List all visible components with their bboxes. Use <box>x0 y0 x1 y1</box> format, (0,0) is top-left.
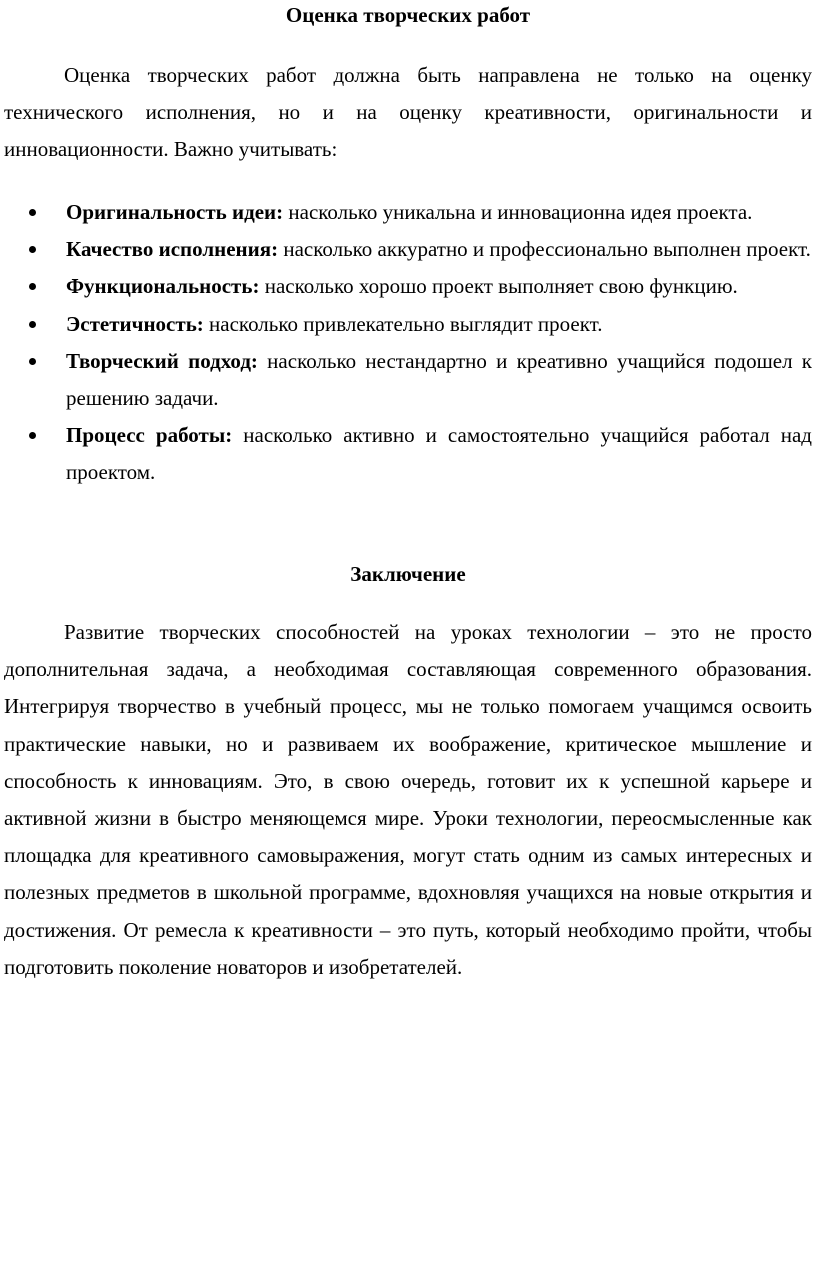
conclusion-paragraph: Развитие творческих способностей на уроках технологии – это не просто дополнительная задача, а необходимая составляющая современного образования. Интегрируя творчество в учебный процесс, мы не только помогаем учащимся освоить практические навыки, но и развиваем их воображение, критическое мышление и способность к инновациям. Это, в свою очередь, готовит их к успешной карьере и активной жизни в быстро меняющемся мире. Уроки технологии, переосмысленные как площадка для креативного самовыражения, могут стать одним из самых интересных и полезных предметов в школьной программе, вдохновляя учащихся на новые открытия и достижения. От ремесла к креативности – это путь, который необходимо пройти, чтобы подготовить поколение новаторов и изобретателей. <box>4 620 812 979</box>
bullet-icon <box>29 321 36 328</box>
criterion-text: насколько нестандартно и креативно учащийся подошел к решению задачи. <box>66 348 812 411</box>
criterion-text: насколько хорошо проект выполняет свою функцию. <box>259 274 738 299</box>
list-item <box>4 194 812 231</box>
criteria-list <box>4 194 812 492</box>
bullet-icon <box>29 283 36 290</box>
criterion-text: насколько аккуратно и профессионально выполнен проект. <box>278 237 811 262</box>
criterion-term: Творческий подход: <box>66 348 258 373</box>
list-item <box>4 231 812 268</box>
section-title-conclusion: Заключение <box>350 562 466 586</box>
bullet-icon <box>29 358 36 365</box>
bullet-icon <box>29 246 36 253</box>
criterion-text: насколько привлекательно выглядит проект. <box>203 311 603 336</box>
page-title: Оценка творческих работ <box>285 3 531 27</box>
list-item <box>4 417 812 491</box>
list-item <box>4 268 812 305</box>
criterion-term: Качество исполнения: <box>66 237 279 262</box>
bullet-icon <box>29 209 36 216</box>
criterion-term: Процесс работы: <box>66 423 233 448</box>
criterion-term: Оригинальность идеи: <box>66 200 284 224</box>
list-item <box>4 306 812 343</box>
intro-paragraph: Оценка творческих работ должна быть направлена не только на оценку технического исполнения, но и на оценку креативности, оригинальности и инновационности. Важно учитывать: <box>4 63 812 162</box>
criterion-term: Эстетичность: <box>66 311 204 336</box>
criterion-text: насколько активно и самостоятельно учащийся работал над проектом. <box>66 423 812 485</box>
criterion-term: Функциональность: <box>66 274 260 299</box>
list-item <box>4 343 812 417</box>
criterion-text: насколько уникальна и инновационна идея проекта. <box>283 200 753 224</box>
bullet-icon <box>29 432 36 439</box>
